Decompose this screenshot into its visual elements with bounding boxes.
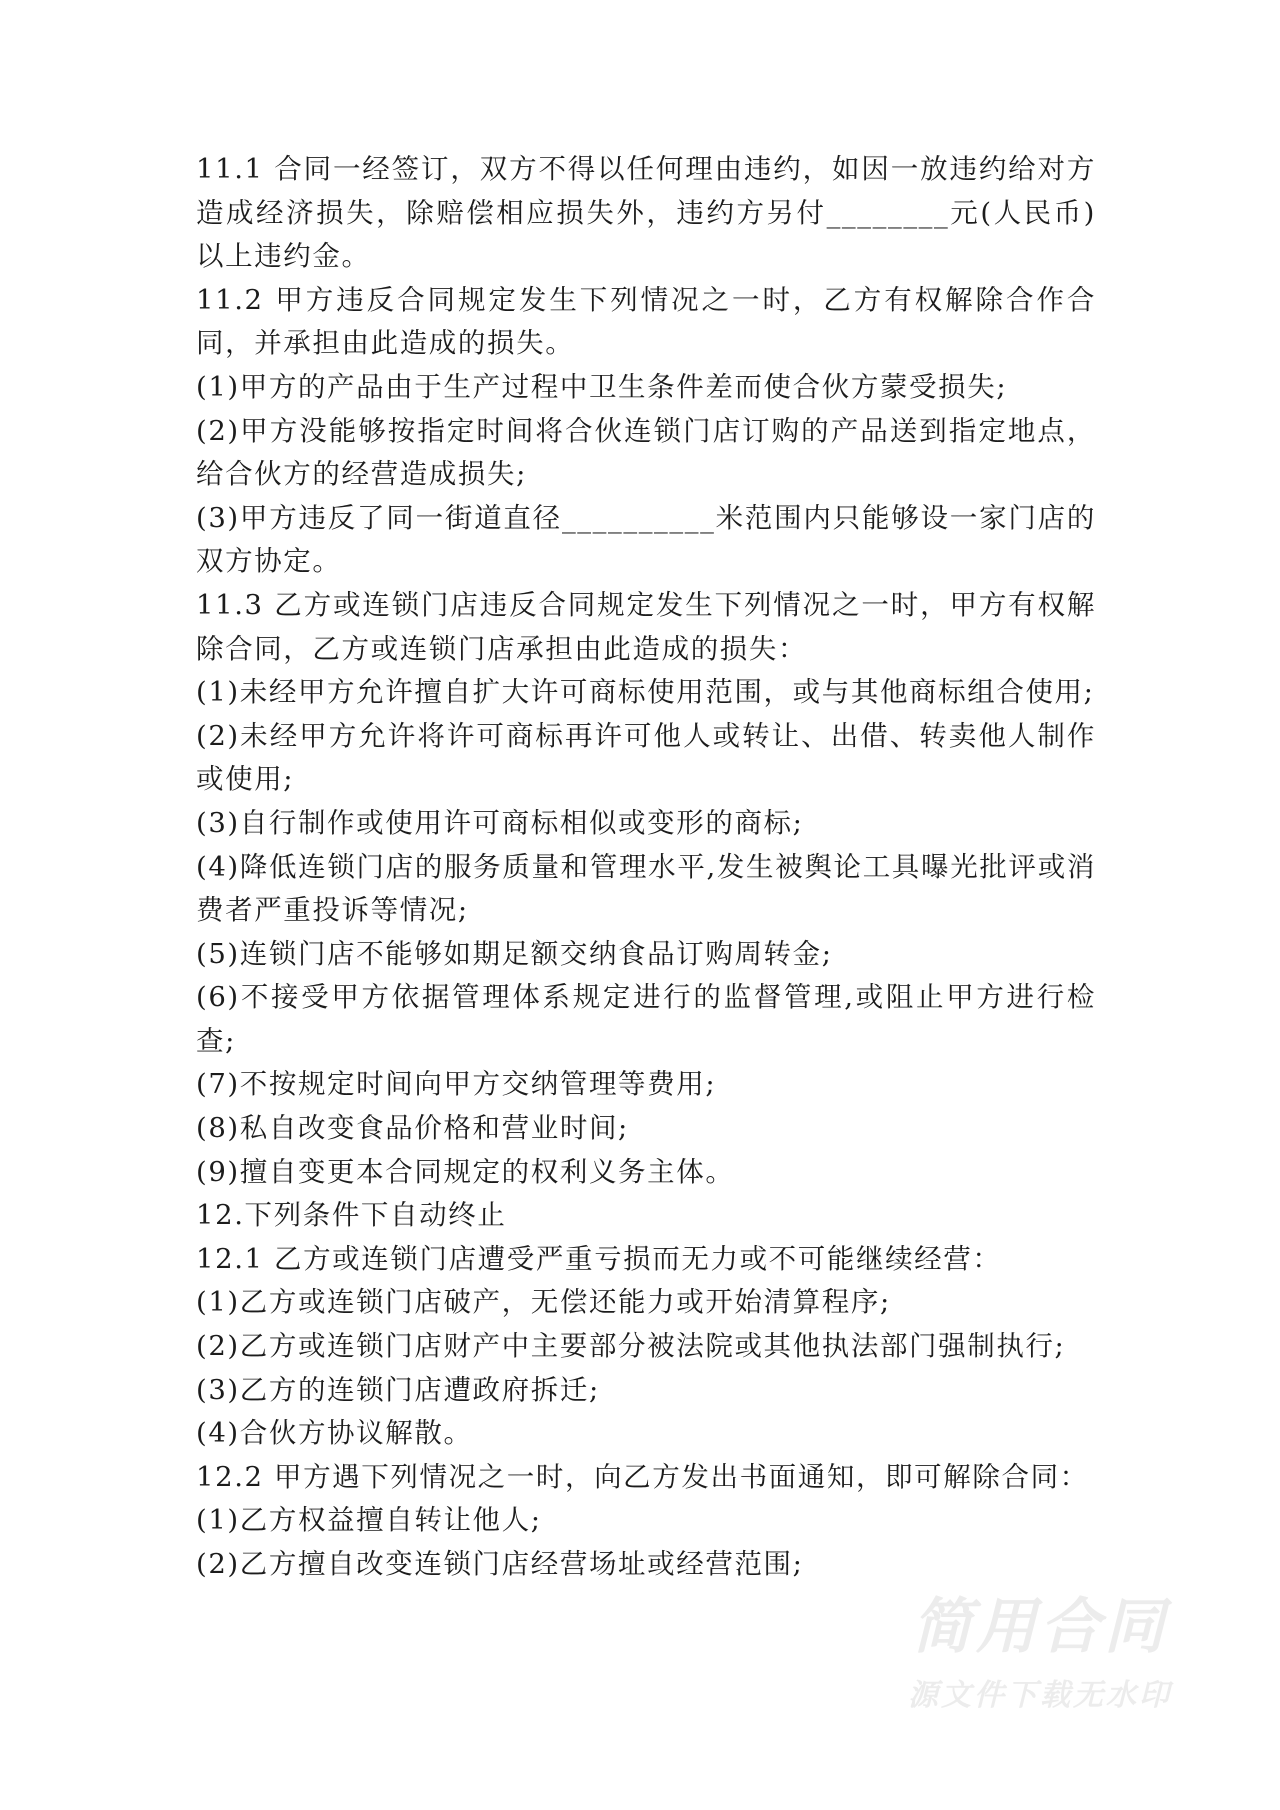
paragraph: (1)乙方权益擅自转让他人;: [196, 1504, 542, 1537]
paragraph: (4)合伙方协议解散。: [196, 1417, 473, 1450]
paragraph: (5)连锁门店不能够如期足额交纳食品订购周转金;: [196, 937, 833, 970]
paragraph: (3)自行制作或使用许可商标相似或变形的商标;: [196, 806, 804, 839]
paragraph: (3)乙方的连锁门店遭政府拆迁;: [196, 1373, 600, 1406]
watermark-title: 简用合同: [912, 1592, 1168, 1662]
paragraph: (1)乙方或连锁门店破产，无偿还能力或开始清算程序;: [196, 1286, 891, 1319]
section-heading: 12.下列条件下自动终止: [196, 1199, 507, 1232]
paragraph: (6)不接受甲方依据管理体系规定进行的监督管理,或阻止甲方进行检查;: [196, 981, 1096, 1057]
paragraph: (1)甲方的产品由于生产过程中卫生条件差而使合伙方蒙受损失;: [196, 370, 1008, 403]
paragraph: (7)不按规定时间向甲方交纳管理等费用;: [196, 1068, 717, 1101]
paragraph: (2)乙方擅自改变连锁门店经营场址或经营范围;: [196, 1548, 804, 1580]
watermark-subtitle: 源文件下载无水印: [908, 1678, 1172, 1713]
paragraph: 11.2 甲方违反合同规定发生下列情况之一时，乙方有权解除合作合同，并承担由此造成的损失。: [196, 283, 1096, 360]
paragraph: (2)未经甲方允许将许可商标再许可他人或转让、出借、转卖他人制作或使用;: [196, 719, 1096, 796]
paragraph: (9)擅自变更本合同规定的权利义务主体。: [196, 1155, 735, 1188]
paragraph: (4)降低连锁门店的服务质量和管理水平,发生被舆论工具曝光批评或消费者严重投诉等情况;: [196, 850, 1096, 927]
paragraph: 11.1 合同一经签订，双方不得以任何理由违约，如因一放违约给对方造成经济损失，除赔偿相应损失外，违约方另付________元(人民币)以上违约金。: [196, 153, 1096, 273]
paragraph: 12.2 甲方遇下列情况之一时，向乙方发出书面通知，即可解除合同：: [196, 1460, 1089, 1493]
paragraph: (8)私自改变食品价格和营业时间;: [196, 1112, 629, 1145]
watermark: [880, 1592, 1200, 1714]
paragraph: (3)甲方违反了同一街道直径__________米范围内只能够设一家门店的双方协定。: [196, 501, 1096, 578]
paragraph: (2)乙方或连锁门店财产中主要部分被法院或其他执法部门强制执行;: [196, 1330, 1066, 1363]
paragraph: 11.3 乙方或连锁门店违反合同规定发生下列情况之一时，甲方有权解除合同，乙方或连锁门店承担由此造成的损失：: [196, 588, 1096, 665]
paragraph: (2)甲方没能够按指定时间将合伙连锁门店订购的产品送到指定地点，给合伙方的经营造成损失;: [196, 414, 1096, 491]
contract-body: [196, 148, 1096, 1587]
paragraph: 12.1 乙方或连锁门店遭受严重亏损而无力或不可能继续经营：: [196, 1242, 1002, 1275]
paragraph: (1)未经甲方允许擅自扩大许可商标使用范围，或与其他商标组合使用;: [196, 676, 1095, 709]
